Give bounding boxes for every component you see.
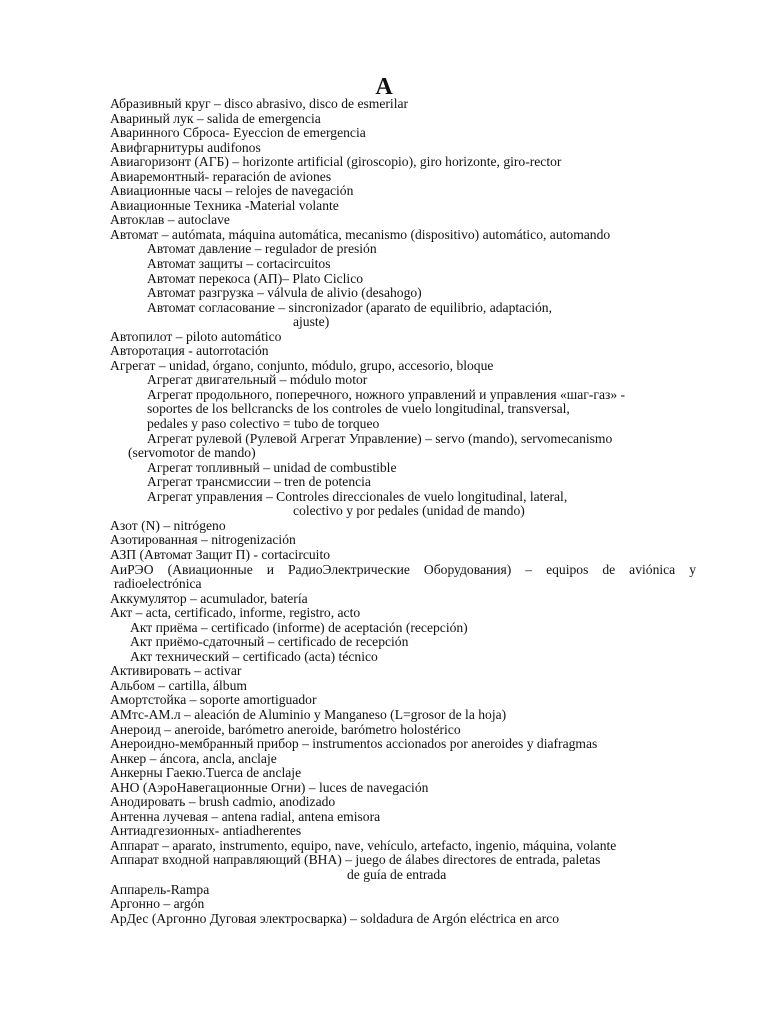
glossary-subentry: Агрегат управления – Controles direccionales de vuelo longitudinal, lateral, <box>147 488 568 504</box>
glossary-continuation: radioelectrónica <box>114 576 202 592</box>
glossary-continuation: (servomotor de mando) <box>128 445 256 461</box>
glossary-entry: Аппарель-Rampa <box>110 881 210 897</box>
glossary-entry: Аппарат входной направляющий (ВНА) – juego de álabes directores de entrada, paletas <box>110 852 601 868</box>
glossary-entry: Анероид – aneroide, barómetro aneroide, barómetro holostérico <box>110 721 461 737</box>
glossary-entry: Акт – acta, certificado, informe, registro, acto <box>110 605 361 621</box>
glossary-entry: АМтс-АМ.л – aleación de Aluminio y Manganeso (L=grosor de la hoja) <box>110 706 507 722</box>
glossary-continuation: ajuste) <box>293 314 330 330</box>
glossary-entry: АрДес (Аргонно Дуговая электросварка) – soldadura de Argón eléctrica en arco <box>110 910 559 926</box>
glossary-subentry: Автомат давление – regulador de presión <box>147 241 377 257</box>
glossary-entry: Анкерны Гаекю.Tuerca de anclaje <box>110 765 302 781</box>
glossary-continuation: pedales y paso colectivo = tubo de torqueo <box>147 416 380 432</box>
glossary-entry: Анодировать – brush cadmio, anodizado <box>110 794 336 810</box>
glossary-entry: АНО (АэроНавегационные Огни) – luces de navegación <box>110 779 429 795</box>
glossary-entry: Альбом – cartilla, álbum <box>110 677 247 693</box>
glossary-subentry: Агрегат рулевой (Рулевой Агрегат Управление) – servo (mando), servomecanismo <box>147 430 613 446</box>
glossary-subentry: Агрегат топливный – unidad de combustible <box>147 459 397 475</box>
glossary-entry: Агрегат – unidad, órgano, conjunto, módulo, grupo, accesorio, bloque <box>110 357 494 373</box>
glossary-subentry: Агрегат трансмиссии – tren de potencia <box>147 474 371 490</box>
glossary-entry: Аккумулятор – acumulador, batería <box>110 590 308 606</box>
glossary-subentry: Автомат защиты – cortacircuitos <box>147 256 331 272</box>
glossary-entry: Автоклав – autoclave <box>110 212 230 228</box>
glossary-entry: Антенна лучевая – antena radial, antena emisora <box>110 808 381 824</box>
glossary-entry: Амортстойка – soporte amortiguador <box>110 692 317 708</box>
glossary-entry: Автомат – autómata, máquina automática, mecanismo (dispositivo) automático, automando <box>110 226 611 242</box>
glossary-entry: Анероидно-мембранный прибор – instrumentos accionados por aneroides y diafragmas <box>110 736 598 752</box>
glossary-continuation: colectivo y por pedales (unidad de mando) <box>293 503 525 519</box>
glossary-entry: Автопилот – piloto automático <box>110 328 282 344</box>
glossary-entry: Азотированная – nitrogenización <box>110 532 296 548</box>
glossary-subentry: Агрегат продольного, поперечного, ножного управлений и управления «шаг-газ» - <box>147 386 626 402</box>
glossary-entry: Авиаремонтный- reparación de aviones <box>110 168 332 184</box>
glossary-entry: АЗП (Автомат Защит П) - cortacircuito <box>110 546 331 562</box>
glossary-entry: Аргонно – argón <box>110 896 205 912</box>
glossary-entry: Авторотация - autorrotación <box>110 343 269 359</box>
glossary-subentry: Автомат согласование – sincronizador (aparato de equilibrio, adaptación, <box>147 299 552 315</box>
glossary-subentry: Акт приёмо-сдаточный – certificado de recepción <box>130 634 409 650</box>
glossary-entry: Авариный лук – salida de emergencia <box>110 110 321 126</box>
glossary-entry: Аппарат – aparato, instrumento, equipo, nave, vehículo, artefacto, ingenio, máquina, volante <box>110 837 617 853</box>
glossary-entry: Авифгарнитуры audifonos <box>110 139 261 155</box>
glossary-entry: Активировать – activar <box>110 663 242 679</box>
glossary-entry: АиРЭО (Авиационные и РадиоЭлектрические Оборудования) – equipos de aviónica y <box>110 561 696 577</box>
glossary-continuation: de guía de entrada <box>347 866 447 882</box>
glossary-entry: Абразивный круг – disco abrasivo, disco de esmerilar <box>110 96 409 111</box>
glossary-entry: Анкер – áncora, ancla, anclaje <box>110 750 277 766</box>
glossary-entry: Антиадгезионных- antiadherentes <box>110 823 302 839</box>
glossary-entry: Аваринного Сброса- Eyeccion de emergencia <box>110 125 366 141</box>
glossary-entry: Азот (N) – nitrógeno <box>110 517 226 533</box>
glossary-subentry: Автомат перекоса (АП)– Plato Ciclico <box>147 270 364 286</box>
glossary-entry: Авиагоризонт (АГБ) – horizonte artificial (giroscopio), giro horizonte, giro-rector <box>110 154 562 170</box>
glossary-subentry: Агрегат двигательный – módulo motor <box>147 372 368 388</box>
section-letter-heading: А <box>375 74 393 100</box>
glossary-subentry: Акт технический – certificado (acta) técnico <box>130 648 378 664</box>
glossary-entry: Авиационные часы – relojes de navegación <box>110 183 354 199</box>
glossary-subentry: Автомат разгрузка – válvula de alivio (desahogo) <box>147 285 422 301</box>
glossary-subentry: Акт приёма – certificado (informe) de aceptación (recepción) <box>130 619 468 635</box>
glossary-entries <box>110 97 696 926</box>
glossary-entry: Авиационные Техника -Material volante <box>110 197 339 213</box>
glossary-continuation: soportes de los bellcrancks de los controles de vuelo longitudinal, transversal, <box>147 401 570 417</box>
